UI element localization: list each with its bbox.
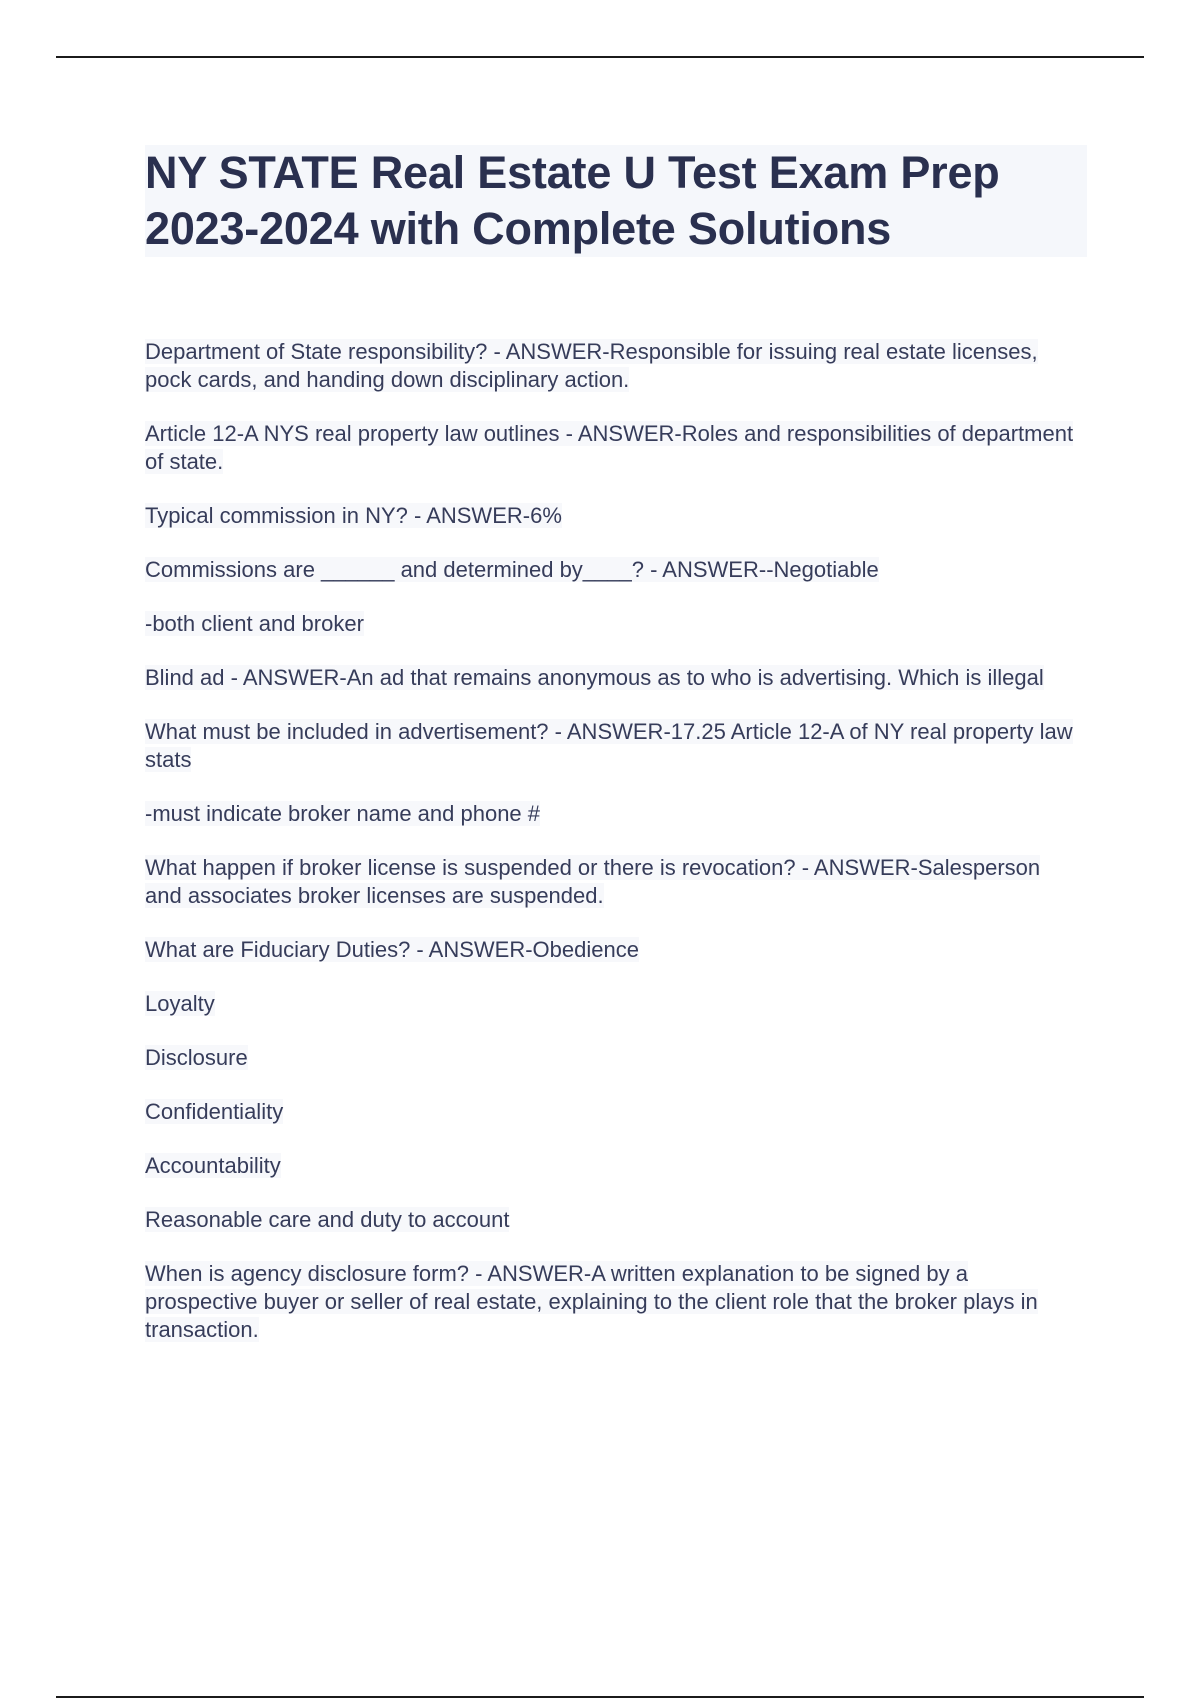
qa-paragraph: -must indicate broker name and phone #: [145, 801, 541, 826]
bottom-rule: [56, 1696, 1144, 1698]
qa-paragraph: Department of State responsibility? - ANSWER-Responsible for issuing real estate licenses, pock cards, and handing down disciplinary action.: [145, 339, 1038, 392]
qa-paragraph: Reasonable care and duty to account: [145, 1207, 510, 1232]
title-line-1: NY STATE Real Estate U Test Exam Prep: [145, 147, 1000, 198]
qa-paragraph: Typical commission in NY? - ANSWER-6%: [145, 503, 562, 528]
top-rule: [56, 56, 1144, 58]
document-title: [145, 145, 1087, 257]
qa-paragraph: When is agency disclosure form? - ANSWER-A written explanation to be signed by a prospective buyer or seller of real estate, explaining to the client role that the broker plays in transaction.: [145, 1261, 1038, 1342]
qa-paragraph: Confidentiality: [145, 1099, 284, 1124]
qa-paragraph: What are Fiduciary Duties? - ANSWER-Obedience: [145, 937, 639, 962]
qa-paragraph: Article 12-A NYS real property law outlines - ANSWER-Roles and responsibilities of department of state.: [145, 421, 1074, 474]
qa-paragraph: -both client and broker: [145, 611, 364, 636]
qa-paragraph: Commissions are ______ and determined by____? - ANSWER--Negotiable: [145, 557, 879, 582]
qa-paragraph: Blind ad - ANSWER-An ad that remains anonymous as to who is advertising. Which is illegal: [145, 665, 1044, 690]
qa-paragraph: Disclosure: [145, 1045, 248, 1070]
title-line-2: 2023-2024 with Complete Solutions: [145, 203, 892, 254]
qa-paragraph: What happen if broker license is suspended or there is revocation? - ANSWER-Salesperson and associates broker licenses are suspended.: [145, 855, 1041, 908]
qa-paragraph: Accountability: [145, 1153, 281, 1178]
qa-paragraph: Loyalty: [145, 991, 215, 1016]
document-body: [145, 338, 1075, 1370]
title-block: [145, 145, 1087, 257]
qa-paragraph: What must be included in advertisement? - ANSWER-17.25 Article 12-A of NY real property law stats: [145, 719, 1073, 772]
